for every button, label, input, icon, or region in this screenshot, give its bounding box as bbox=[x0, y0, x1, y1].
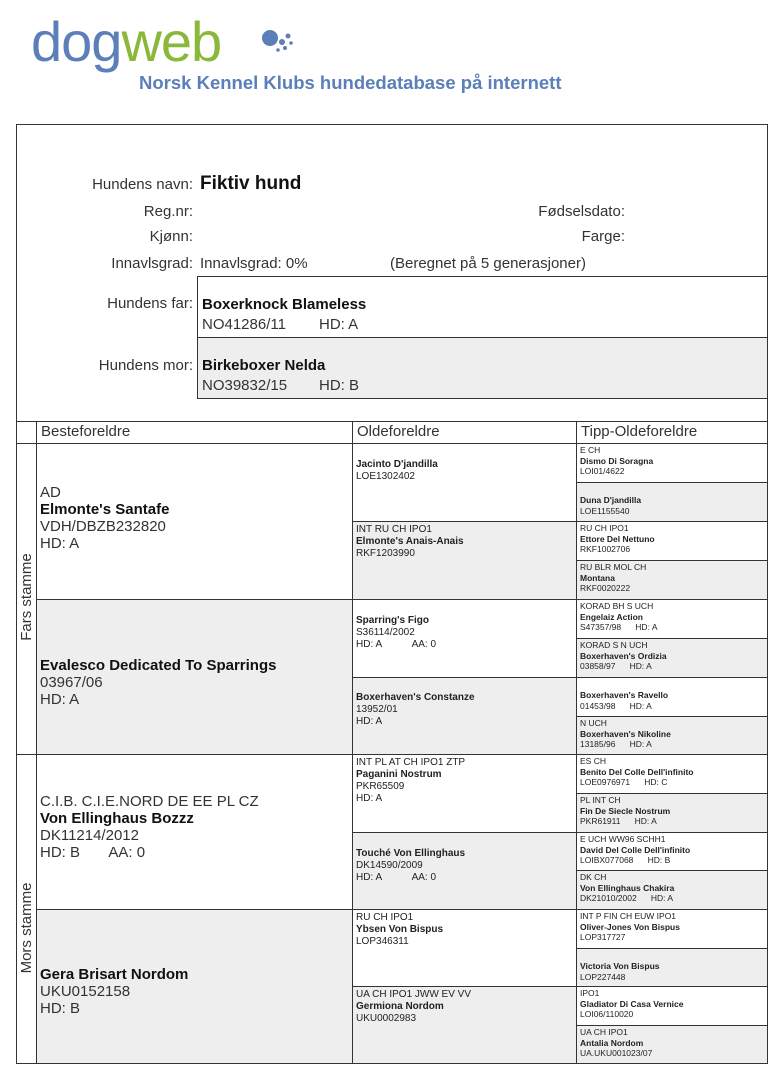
great-grandparent-cell[interactable] bbox=[352, 599, 577, 678]
inbreeding-label: Innavlsgrad: bbox=[111, 255, 193, 272]
gggp-name[interactable]: Dismo Di Soragna bbox=[580, 455, 654, 466]
great-grandparent-extra: HD: A AA: 0 bbox=[356, 872, 437, 883]
great-grandparent-cell[interactable] bbox=[352, 754, 577, 833]
regnr-label: Reg.nr: bbox=[143, 203, 193, 220]
gggp-reg: S47357/98 HD: A bbox=[580, 622, 658, 632]
grandparent-extra: HD: A bbox=[40, 691, 80, 708]
sex-label: Kjønn: bbox=[149, 228, 193, 245]
dog-name: Fiktiv hund bbox=[200, 173, 302, 194]
gggp-cell[interactable] bbox=[576, 443, 768, 483]
great-grandparent-title: INT RU CH IPO1 bbox=[356, 524, 432, 535]
great-grandparent-reg: PKR65509 bbox=[356, 781, 405, 792]
gggp-name[interactable]: Fin De Siecle Nostrum bbox=[580, 805, 671, 816]
gggp-cell[interactable] bbox=[576, 986, 768, 1026]
grandparent-cell[interactable] bbox=[36, 443, 353, 600]
gggp-cell[interactable] bbox=[576, 482, 768, 522]
gggp-cell[interactable] bbox=[576, 638, 768, 678]
great-grandparent-title: INT PL AT CH IPO1 ZTP bbox=[356, 757, 466, 768]
great-grandparent-title: UA CH IPO1 JWW EV VV bbox=[356, 989, 472, 1000]
great-grandparent-reg: RKF1203990 bbox=[356, 548, 415, 559]
gggp-name[interactable]: Duna D'jandilla bbox=[580, 495, 642, 505]
gggp-title: DK CH bbox=[580, 872, 607, 882]
mother-hd: HD: B bbox=[319, 377, 360, 394]
gggp-title: ES CH bbox=[580, 756, 606, 766]
great-grandparent-name[interactable]: Ybsen Von Bispus bbox=[356, 924, 444, 935]
grandparent-extra: HD: A bbox=[40, 535, 80, 552]
great-grandparent-reg: S36114/2002 bbox=[356, 627, 415, 638]
mors-stamme-label: Mors stamme bbox=[18, 882, 35, 974]
gggp-title: E CH bbox=[580, 445, 601, 455]
gggp-reg: LOP317727 bbox=[580, 932, 626, 942]
great-grandparent-reg: UKU0002983 bbox=[356, 1013, 417, 1024]
gggp-reg: LOI06/110020 bbox=[580, 1009, 634, 1019]
grandparent-title: C.I.B. C.I.E.NORD DE EE PL CZ bbox=[40, 793, 259, 810]
great-grandparent-cell[interactable] bbox=[352, 677, 577, 755]
father-box[interactable] bbox=[197, 276, 768, 338]
gggp-reg: PKR61911 HD: A bbox=[580, 816, 657, 826]
gggp-cell[interactable] bbox=[576, 599, 768, 639]
gggp-title: INT P FIN CH EUW IPO1 bbox=[580, 911, 677, 921]
grandparent-extra: HD: B AA: 0 bbox=[40, 844, 146, 861]
gggp-reg: 03858/97 HD: A bbox=[580, 661, 652, 671]
great-grandparent-cell[interactable] bbox=[352, 986, 577, 1064]
birthdate-label: Fødselsdato: bbox=[538, 203, 625, 220]
gggp-name[interactable]: David Del Colle Dell'infinito bbox=[580, 844, 691, 855]
grandparent-cell[interactable] bbox=[36, 909, 353, 1064]
grandparent-reg: DK11214/2012 bbox=[40, 827, 139, 844]
gggp-title: E UCH WW96 SCHH1 bbox=[580, 834, 666, 844]
great-grandparent-extra: HD: A AA: 0 bbox=[356, 639, 437, 650]
logo-part-dog: dog bbox=[31, 10, 122, 73]
gggp-title: RU BLR MOL CH bbox=[580, 562, 647, 572]
gggp-name[interactable]: Antalia Nordom bbox=[580, 1037, 644, 1048]
header-great-great-grandparents: Tipp-Oldeforeldre bbox=[576, 421, 768, 444]
mother-name[interactable]: Birkeboxer Nelda bbox=[202, 357, 326, 374]
great-grandparent-reg: 13952/01 bbox=[356, 704, 398, 715]
gggp-cell[interactable] bbox=[576, 793, 768, 833]
grandparent-cell[interactable] bbox=[36, 754, 353, 910]
color-label: Farge: bbox=[581, 228, 625, 245]
gggp-reg: 13185/96 HD: A bbox=[580, 739, 652, 749]
great-grandparent-reg: LOP346311 bbox=[356, 936, 409, 947]
gggp-reg: LOI01/4622 bbox=[580, 466, 625, 476]
father-name[interactable]: Boxerknock Blameless bbox=[202, 296, 367, 313]
grandparent-name[interactable]: Evalesco Dedicated To Sparrings bbox=[40, 657, 277, 674]
great-grandparent-name[interactable]: Jacinto D'jandilla bbox=[356, 459, 438, 470]
gggp-title: IPO1 bbox=[580, 988, 600, 998]
gggp-title: KORAD S N UCH bbox=[580, 640, 648, 650]
fars-stamme-label: Fars stamme bbox=[18, 553, 35, 641]
great-grandparent-name[interactable]: Boxerhaven's Constanze bbox=[356, 692, 475, 703]
great-grandparent-extra: HD: A bbox=[356, 716, 383, 727]
gggp-name[interactable]: Montana bbox=[580, 572, 615, 583]
great-grandparent-name[interactable]: Elmonte's Anais-Anais bbox=[356, 536, 464, 547]
gggp-cell[interactable] bbox=[576, 754, 768, 794]
gggp-cell[interactable] bbox=[576, 521, 768, 561]
gggp-cell[interactable] bbox=[576, 909, 768, 949]
father-hd: HD: A bbox=[319, 316, 359, 333]
mother-box[interactable] bbox=[197, 337, 768, 399]
gggp-cell[interactable] bbox=[576, 832, 768, 871]
logo-dots-icon bbox=[258, 26, 298, 56]
gggp-name[interactable]: Benito Del Colle Dell'infinito bbox=[580, 766, 694, 777]
grandparent-reg: VDH/DBZB232820 bbox=[40, 518, 166, 535]
gggp-reg: RKF1002706 bbox=[580, 544, 631, 554]
gggp-cell[interactable] bbox=[576, 677, 768, 717]
great-grandparent-name[interactable]: Sparring's Figo bbox=[356, 615, 429, 626]
grandparent-cell[interactable] bbox=[36, 599, 353, 755]
great-grandparent-title: RU CH IPO1 bbox=[356, 912, 414, 923]
gggp-reg: LOIBX077068 HD: B bbox=[580, 855, 671, 865]
gggp-title: PL INT CH bbox=[580, 795, 621, 805]
inbreeding-note: (Beregnet på 5 generasjoner) bbox=[390, 255, 586, 272]
gggp-name[interactable]: Engelaiz Action bbox=[580, 611, 643, 622]
gggp-cell[interactable] bbox=[576, 948, 768, 987]
gggp-name[interactable]: Boxerhaven's Ravello bbox=[580, 690, 669, 700]
gggp-cell[interactable] bbox=[576, 870, 768, 910]
gggp-name[interactable]: Oliver-Jones Von Bispus bbox=[580, 921, 680, 932]
gggp-reg: LOP227448 bbox=[580, 971, 626, 982]
gggp-name[interactable]: Boxerhaven's Ordizia bbox=[580, 650, 667, 661]
gggp-reg: LOE0976971 HD: C bbox=[580, 777, 668, 787]
header-spacer bbox=[16, 421, 37, 444]
gggp-cell[interactable] bbox=[576, 716, 768, 755]
dogweb-logo[interactable] bbox=[31, 10, 222, 73]
gggp-reg: UA.UKU001023/07 bbox=[580, 1048, 653, 1058]
name-label: Hundens navn: bbox=[92, 176, 193, 193]
grandparent-name[interactable]: Gera Brisart Nordom bbox=[40, 966, 189, 983]
gggp-reg: LOE1155540 bbox=[580, 505, 630, 516]
gggp-title: N UCH bbox=[580, 718, 607, 728]
inbreeding-value: Innavlsgrad: 0% bbox=[200, 255, 308, 272]
gggp-title: KORAD BH S UCH bbox=[580, 601, 654, 611]
gggp-name[interactable]: Ettore Del Nettuno bbox=[580, 533, 655, 544]
gggp-cell[interactable] bbox=[576, 560, 768, 600]
father-reg: NO41286/11 bbox=[202, 316, 286, 333]
great-grandparent-cell[interactable] bbox=[352, 443, 577, 522]
great-grandparent-cell[interactable] bbox=[352, 832, 577, 910]
logo-subtitle: Norsk Kennel Klubs hundedatabase på internett bbox=[139, 72, 562, 93]
logo-part-web: web bbox=[121, 10, 222, 73]
gggp-reg: 01453/98 HD: A bbox=[580, 700, 652, 711]
mother-label: Hundens mor: bbox=[98, 357, 193, 374]
gggp-name[interactable]: Victoria Von Bispus bbox=[580, 961, 660, 971]
great-grandparent-name[interactable]: Paganini Nostrum bbox=[356, 769, 442, 780]
great-grandparent-name[interactable]: Touché Von Ellinghaus bbox=[356, 848, 466, 859]
gggp-title: UA CH IPO1 bbox=[580, 1027, 628, 1037]
great-grandparent-cell[interactable] bbox=[352, 521, 577, 600]
grandparent-name[interactable]: Elmonte's Santafe bbox=[40, 501, 170, 518]
grandparent-title: AD bbox=[40, 484, 61, 501]
grandparent-reg: UKU0152158 bbox=[40, 983, 131, 1000]
gggp-name[interactable]: Gladiator Di Casa Vernice bbox=[580, 998, 684, 1009]
header-grandparents: Besteforeldre bbox=[36, 421, 353, 444]
gggp-title: RU CH IPO1 bbox=[580, 523, 629, 533]
grandparent-extra: HD: B bbox=[40, 1000, 81, 1017]
grandparent-reg: 03967/06 bbox=[40, 674, 103, 691]
gggp-reg: DK21010/2002 HD: A bbox=[580, 893, 674, 903]
grandparent-name[interactable]: Von Ellinghaus Bozzz bbox=[40, 810, 194, 827]
great-grandparent-name[interactable]: Germiona Nordom bbox=[356, 1001, 444, 1012]
great-grandparent-cell[interactable] bbox=[352, 909, 577, 987]
header-great-grandparents: Oldeforeldre bbox=[352, 421, 577, 444]
mother-reg: NO39832/15 bbox=[202, 377, 288, 394]
father-label: Hundens far: bbox=[107, 295, 193, 312]
gggp-name[interactable]: Boxerhaven's Nikoline bbox=[580, 728, 671, 739]
gggp-reg: RKF0020222 bbox=[580, 583, 631, 593]
great-grandparent-reg: DK14590/2009 bbox=[356, 860, 423, 871]
gggp-name[interactable]: Von Ellinghaus Chakira bbox=[580, 882, 675, 893]
gggp-cell[interactable] bbox=[576, 1025, 768, 1064]
great-grandparent-extra: HD: A bbox=[356, 793, 383, 804]
great-grandparent-reg: LOE1302402 bbox=[356, 471, 415, 482]
